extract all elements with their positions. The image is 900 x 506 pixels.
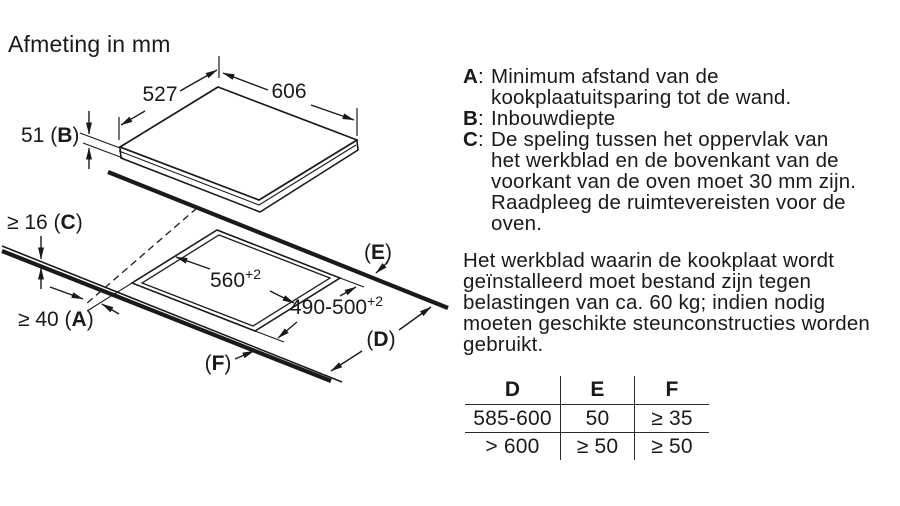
label-d: (D) [366,328,396,351]
dim-560-label: $560^{+2}$ [210,266,262,292]
table-cell: ≥ 35 [635,405,710,433]
ext-cutout-right [340,278,364,287]
table-cell: ≥ 50 [651,434,693,458]
cooktop-dimensions [21,56,357,169]
page-title: Afmeting in mm [8,31,171,57]
dim-490-arrow-up [340,287,356,296]
table-cell: > 600 [465,433,561,461]
load-note-line: belastingen van ca. 60 kg; indien nodig [463,291,826,314]
dim-d-arrow-up [399,307,431,330]
table-cell: 585-600 [465,405,561,433]
dim-490-arrow-down [278,322,297,338]
cooktop-body-edge [120,141,358,212]
table-header-d: D [465,376,561,405]
legend [463,66,856,234]
dim-606-label: 606 [271,80,307,103]
legend-item-a [463,66,856,108]
load-note-line: gebruikt. [463,333,544,356]
legend-text-line: kookplaatuitsparing tot de wand. [491,86,792,109]
worktop-back-edge-line [108,172,448,308]
legend-text-line: oven. [491,212,543,235]
table-header-row [465,376,709,405]
legend-text-line: De speling tussen het oppervlak van [491,128,829,151]
legend-letter-c: C: [463,128,484,151]
dim-560-arrow-left [176,257,210,269]
table-cell: ≥ 50 [561,433,635,461]
dim-606-arrow-right [311,105,354,120]
label-f-arrow [235,351,254,359]
dim-490-500-label: $490-500^{+2}$ [290,293,384,319]
label-e: (E) [363,241,393,264]
legend-item-b [463,108,856,129]
dim-606-arrow-left [223,73,268,90]
load-note-line: Het werkblad waarin de kookplaat wordt [463,249,835,272]
cooktop-glass-lip [119,145,356,205]
legend-text-line: Inbouwdiepte [491,107,616,130]
legend-text-line: Raadpleeg de ruimtevereisten voor de [491,191,846,214]
load-note [463,250,870,355]
table-cell: 50 [561,405,635,433]
legend-letter-b: B: [463,107,484,130]
dim-527-label: 527 [142,83,178,106]
load-note-line: geïnstalleerd moet bestand zijn tegen [463,270,812,293]
dim-51-b-label: 51 (B) [21,124,80,147]
legend-letter-a: A: [463,65,484,88]
dim-40-arrow-right [50,287,83,299]
dim-527-arrow-left [121,111,145,125]
legend-item-c [463,129,856,234]
legend-text-line: Minimum afstand van de [491,65,719,88]
label-f: (F) [204,352,232,375]
table-row [465,405,709,433]
load-note-line: moeten geschikte steunconstructies worden [463,312,871,335]
dim-d-arrow-down [331,351,362,371]
legend-text-line: het werkblad en de bovenkant van de [491,149,839,172]
dimension-table [465,376,709,460]
ext-thickness-top [80,133,120,148]
legend-text-line: voorkant van de oven moet 30 mm zijn. [491,170,857,193]
table-header-e: E [561,376,635,405]
table-header-f: F [635,376,710,405]
dim-16-c-label: ≥ 16 (C) [7,211,83,234]
dim-40-a-label: ≥ 40 (A) [18,308,94,331]
dim-527-arrow-right [180,70,217,91]
installation-diagram [0,0,460,400]
table-row [465,433,709,461]
dim-40-arrow-left [102,304,119,314]
